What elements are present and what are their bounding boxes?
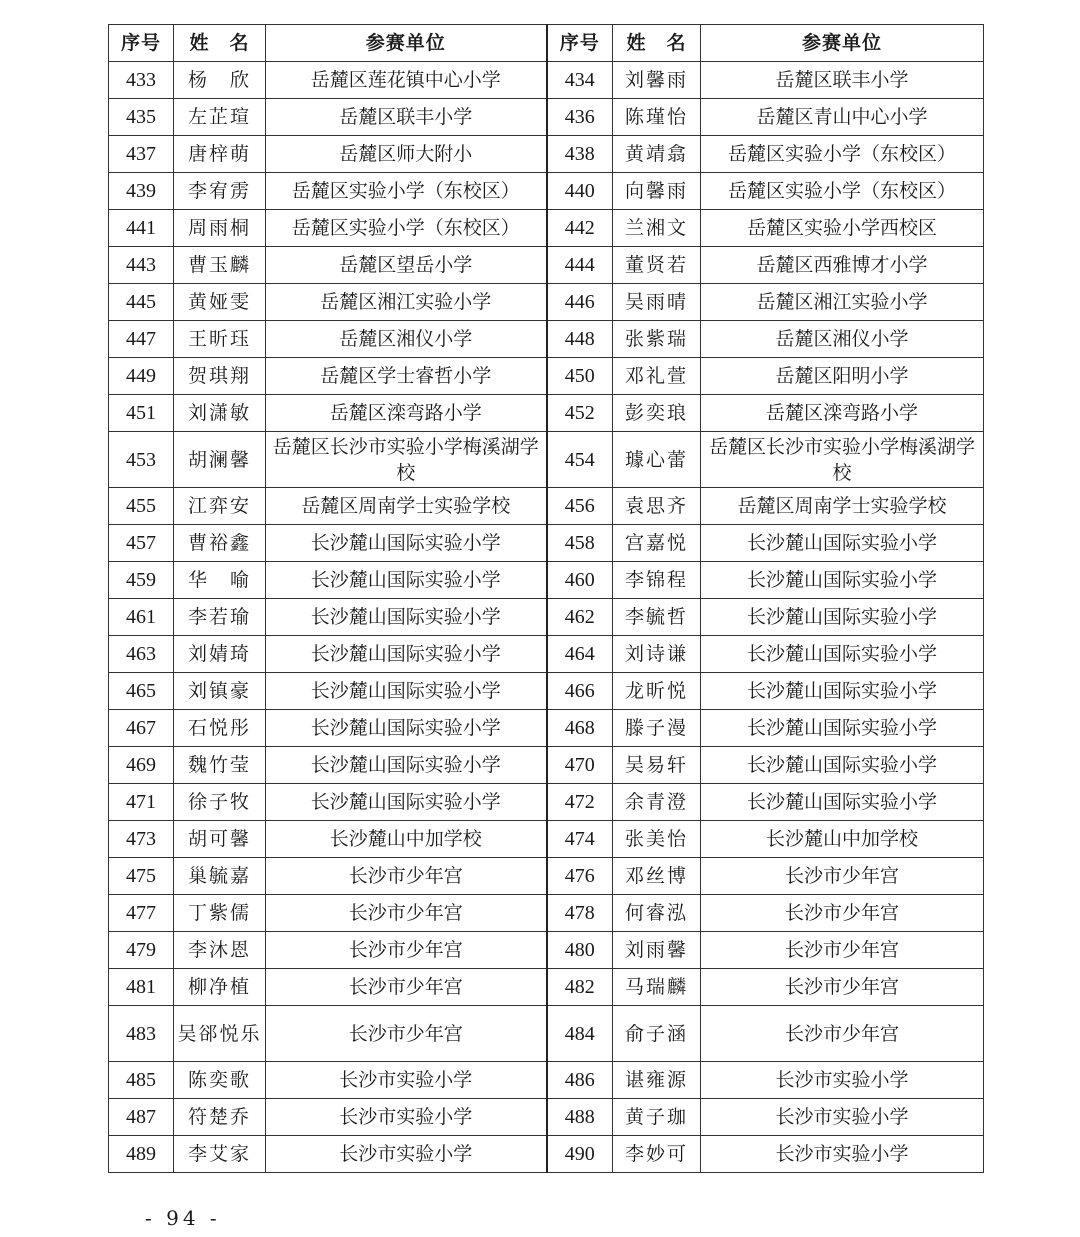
row-no-right: 438 [547,136,613,173]
row-no-left: 443 [109,247,174,284]
row-unit-left: 长沙市少年宫 [266,1006,547,1062]
row-name-left: 李艾家 [174,1136,266,1173]
table-row [109,432,984,488]
row-name-left: 胡澜馨 [174,432,266,488]
row-name-left: 曹裕鑫 [174,525,266,562]
row-no-left: 433 [109,62,174,99]
table-row [109,747,984,784]
row-unit-right: 岳麓区联丰小学 [701,62,984,99]
row-name-left: 刘潇敏 [174,395,266,432]
row-no-left: 477 [109,895,174,932]
row-no-left: 441 [109,210,174,247]
row-unit-left: 岳麓区实验小学（东校区） [266,210,547,247]
table-row [109,247,984,284]
row-no-right: 458 [547,525,613,562]
row-no-right: 474 [547,821,613,858]
row-no-right: 444 [547,247,613,284]
row-name-left: 石悦彤 [174,710,266,747]
row-unit-right: 岳麓区湘江实验小学 [701,284,984,321]
row-unit-right: 长沙麓山国际实验小学 [701,673,984,710]
row-name-right: 陈瑾怡 [613,99,701,136]
row-name-right: 董贤若 [613,247,701,284]
row-name-left: 魏竹莹 [174,747,266,784]
row-unit-left: 长沙市少年宫 [266,969,547,1006]
participant-table [108,24,984,1173]
row-no-right: 434 [547,62,613,99]
row-unit-left: 长沙市少年宫 [266,895,547,932]
row-name-right: 刘馨雨 [613,62,701,99]
row-unit-left: 长沙市实验小学 [266,1099,547,1136]
row-no-right: 468 [547,710,613,747]
row-no-right: 460 [547,562,613,599]
row-no-left: 439 [109,173,174,210]
row-name-right: 李妙可 [613,1136,701,1173]
row-unit-left: 长沙市实验小学 [266,1062,547,1099]
row-unit-right: 长沙麓山国际实验小学 [701,599,984,636]
row-unit-left: 长沙麓山国际实验小学 [266,562,547,599]
table-row [109,599,984,636]
table-row [109,525,984,562]
row-name-left: 黄娅雯 [174,284,266,321]
row-no-left: 483 [109,1006,174,1062]
row-unit-left: 长沙麓山国际实验小学 [266,525,547,562]
row-name-right: 黄子珈 [613,1099,701,1136]
row-no-right: 454 [547,432,613,488]
page-number: - 94 - [145,1206,221,1230]
header-row [109,25,984,62]
row-name-right: 宫嘉悦 [613,525,701,562]
row-no-right: 486 [547,1062,613,1099]
row-unit-left: 长沙麓山国际实验小学 [266,784,547,821]
row-unit-right: 长沙市少年宫 [701,1006,984,1062]
row-unit-right: 长沙市少年宫 [701,969,984,1006]
row-no-left: 469 [109,747,174,784]
row-unit-left: 长沙麓山国际实验小学 [266,599,547,636]
header-name-right: 姓 名 [613,25,701,62]
row-unit-right: 长沙市实验小学 [701,1062,984,1099]
table-row [109,1006,984,1062]
row-unit-right: 岳麓区实验小学西校区 [701,210,984,247]
table-row [109,562,984,599]
row-unit-left: 岳麓区滦弯路小学 [266,395,547,432]
row-unit-left: 长沙市实验小学 [266,1136,547,1173]
row-no-right: 470 [547,747,613,784]
row-name-right: 李毓哲 [613,599,701,636]
table-row [109,284,984,321]
row-no-left: 449 [109,358,174,395]
header-unit-left: 参赛单位 [266,25,547,62]
row-no-right: 482 [547,969,613,1006]
row-unit-right: 长沙市少年宫 [701,858,984,895]
table-row [109,395,984,432]
row-name-right: 何睿泓 [613,895,701,932]
row-name-right: 刘诗谦 [613,636,701,673]
row-unit-left: 长沙麓山中加学校 [266,821,547,858]
row-unit-right: 岳麓区湘仪小学 [701,321,984,358]
table-row [109,62,984,99]
header-unit-right: 参赛单位 [701,25,984,62]
row-unit-right: 长沙麓山国际实验小学 [701,784,984,821]
table-row [109,173,984,210]
row-name-left: 华 喻 [174,562,266,599]
row-name-right: 兰湘文 [613,210,701,247]
row-no-left: 467 [109,710,174,747]
row-name-right: 张美怡 [613,821,701,858]
row-no-right: 488 [547,1099,613,1136]
row-unit-left: 岳麓区莲花镇中心小学 [266,62,547,99]
row-unit-right: 长沙麓山国际实验小学 [701,525,984,562]
row-no-left: 459 [109,562,174,599]
table-row [109,969,984,1006]
table-row [109,858,984,895]
row-name-left: 周雨桐 [174,210,266,247]
row-unit-left: 长沙麓山国际实验小学 [266,673,547,710]
row-name-right: 吴易轩 [613,747,701,784]
row-unit-left: 岳麓区湘仪小学 [266,321,547,358]
row-name-right: 马瑞麟 [613,969,701,1006]
row-no-left: 473 [109,821,174,858]
row-no-right: 442 [547,210,613,247]
row-name-left: 王昕珏 [174,321,266,358]
row-no-left: 487 [109,1099,174,1136]
row-unit-right: 长沙市实验小学 [701,1136,984,1173]
table-row [109,1099,984,1136]
row-unit-right: 长沙麓山国际实验小学 [701,636,984,673]
row-unit-right: 岳麓区青山中心小学 [701,99,984,136]
row-no-left: 471 [109,784,174,821]
row-no-left: 489 [109,1136,174,1173]
row-unit-left: 岳麓区联丰小学 [266,99,547,136]
table-row [109,932,984,969]
row-unit-right: 长沙麓山中加学校 [701,821,984,858]
row-name-left: 杨 欣 [174,62,266,99]
row-name-left: 李宥雳 [174,173,266,210]
table-row [109,99,984,136]
row-name-right: 向馨雨 [613,173,701,210]
row-unit-right: 长沙市少年宫 [701,932,984,969]
table-row [109,358,984,395]
row-unit-right: 长沙市少年宫 [701,895,984,932]
row-name-right: 邓丝博 [613,858,701,895]
row-no-left: 457 [109,525,174,562]
row-unit-right: 岳麓区滦弯路小学 [701,395,984,432]
row-no-right: 452 [547,395,613,432]
table-row [109,210,984,247]
row-no-right: 478 [547,895,613,932]
table-row [109,1136,984,1173]
header-no-right: 序号 [547,25,613,62]
table-row [109,136,984,173]
row-name-left: 胡可馨 [174,821,266,858]
row-name-left: 曹玉麟 [174,247,266,284]
row-no-left: 481 [109,969,174,1006]
row-unit-right: 长沙麓山国际实验小学 [701,747,984,784]
row-name-left: 左芷瑄 [174,99,266,136]
table-row [109,895,984,932]
row-no-right: 440 [547,173,613,210]
row-unit-right: 岳麓区西雅博才小学 [701,247,984,284]
header-name-left: 姓 名 [174,25,266,62]
row-name-left: 刘婧琦 [174,636,266,673]
row-name-left: 江弈安 [174,488,266,525]
row-unit-left: 岳麓区学士睿哲小学 [266,358,547,395]
table-row [109,488,984,525]
row-no-right: 464 [547,636,613,673]
row-name-left: 巢毓嘉 [174,858,266,895]
row-no-right: 490 [547,1136,613,1173]
row-name-right: 彭奕琅 [613,395,701,432]
row-no-right: 462 [547,599,613,636]
row-name-right: 黄靖翕 [613,136,701,173]
row-no-left: 479 [109,932,174,969]
row-name-right: 璩心蕾 [613,432,701,488]
row-unit-left: 长沙麓山国际实验小学 [266,710,547,747]
header-no-left: 序号 [109,25,174,62]
table-row [109,710,984,747]
row-name-left: 徐子牧 [174,784,266,821]
row-name-left: 陈奕歌 [174,1062,266,1099]
row-unit-left: 长沙市少年宫 [266,932,547,969]
row-unit-left: 岳麓区周南学士实验学校 [266,488,547,525]
row-no-right: 484 [547,1006,613,1062]
row-name-right: 滕子漫 [613,710,701,747]
row-name-left: 刘镇豪 [174,673,266,710]
row-unit-left: 长沙市少年宫 [266,858,547,895]
row-name-left: 丁紫儒 [174,895,266,932]
row-no-right: 472 [547,784,613,821]
row-no-right: 448 [547,321,613,358]
row-no-left: 475 [109,858,174,895]
row-no-left: 463 [109,636,174,673]
row-name-left: 吴郤悦乐 [174,1006,266,1062]
row-unit-right: 长沙麓山国际实验小学 [701,710,984,747]
row-name-right: 李锦程 [613,562,701,599]
row-name-right: 谌雍源 [613,1062,701,1099]
row-unit-left: 岳麓区师大附小 [266,136,547,173]
row-unit-right: 岳麓区周南学士实验学校 [701,488,984,525]
row-no-left: 435 [109,99,174,136]
row-no-right: 476 [547,858,613,895]
row-no-right: 456 [547,488,613,525]
row-name-right: 龙昕悦 [613,673,701,710]
table-row [109,1062,984,1099]
row-name-left: 符楚乔 [174,1099,266,1136]
row-name-left: 李若瑜 [174,599,266,636]
row-name-left: 柳净植 [174,969,266,1006]
row-name-right: 邓礼萱 [613,358,701,395]
row-name-right: 张紫瑞 [613,321,701,358]
row-unit-right: 岳麓区实验小学（东校区） [701,173,984,210]
row-no-left: 465 [109,673,174,710]
row-no-left: 461 [109,599,174,636]
table-row [109,673,984,710]
row-name-left: 唐梓萌 [174,136,266,173]
row-unit-left: 长沙麓山国际实验小学 [266,636,547,673]
row-unit-right: 长沙市实验小学 [701,1099,984,1136]
row-unit-right: 岳麓区长沙市实验小学梅溪湖学校 [701,432,984,488]
row-no-left: 437 [109,136,174,173]
row-unit-left: 岳麓区湘江实验小学 [266,284,547,321]
row-no-right: 450 [547,358,613,395]
row-unit-left: 长沙麓山国际实验小学 [266,747,547,784]
row-name-right: 吴雨晴 [613,284,701,321]
row-no-left: 451 [109,395,174,432]
row-no-right: 446 [547,284,613,321]
row-name-right: 余青澄 [613,784,701,821]
row-no-right: 466 [547,673,613,710]
table-row [109,321,984,358]
row-unit-left: 岳麓区长沙市实验小学梅溪湖学校 [266,432,547,488]
row-no-left: 485 [109,1062,174,1099]
row-name-left: 贺琪翔 [174,358,266,395]
table-row [109,784,984,821]
row-no-left: 453 [109,432,174,488]
row-name-right: 俞子涵 [613,1006,701,1062]
row-name-right: 刘雨馨 [613,932,701,969]
row-unit-left: 岳麓区望岳小学 [266,247,547,284]
row-unit-right: 长沙麓山国际实验小学 [701,562,984,599]
row-no-right: 436 [547,99,613,136]
row-name-right: 袁思齐 [613,488,701,525]
row-name-left: 李沐恩 [174,932,266,969]
row-no-right: 480 [547,932,613,969]
row-unit-left: 岳麓区实验小学（东校区） [266,173,547,210]
row-unit-right: 岳麓区阳明小学 [701,358,984,395]
row-no-left: 445 [109,284,174,321]
row-no-left: 455 [109,488,174,525]
table-row [109,821,984,858]
row-unit-right: 岳麓区实验小学（东校区） [701,136,984,173]
row-no-left: 447 [109,321,174,358]
table-row [109,636,984,673]
